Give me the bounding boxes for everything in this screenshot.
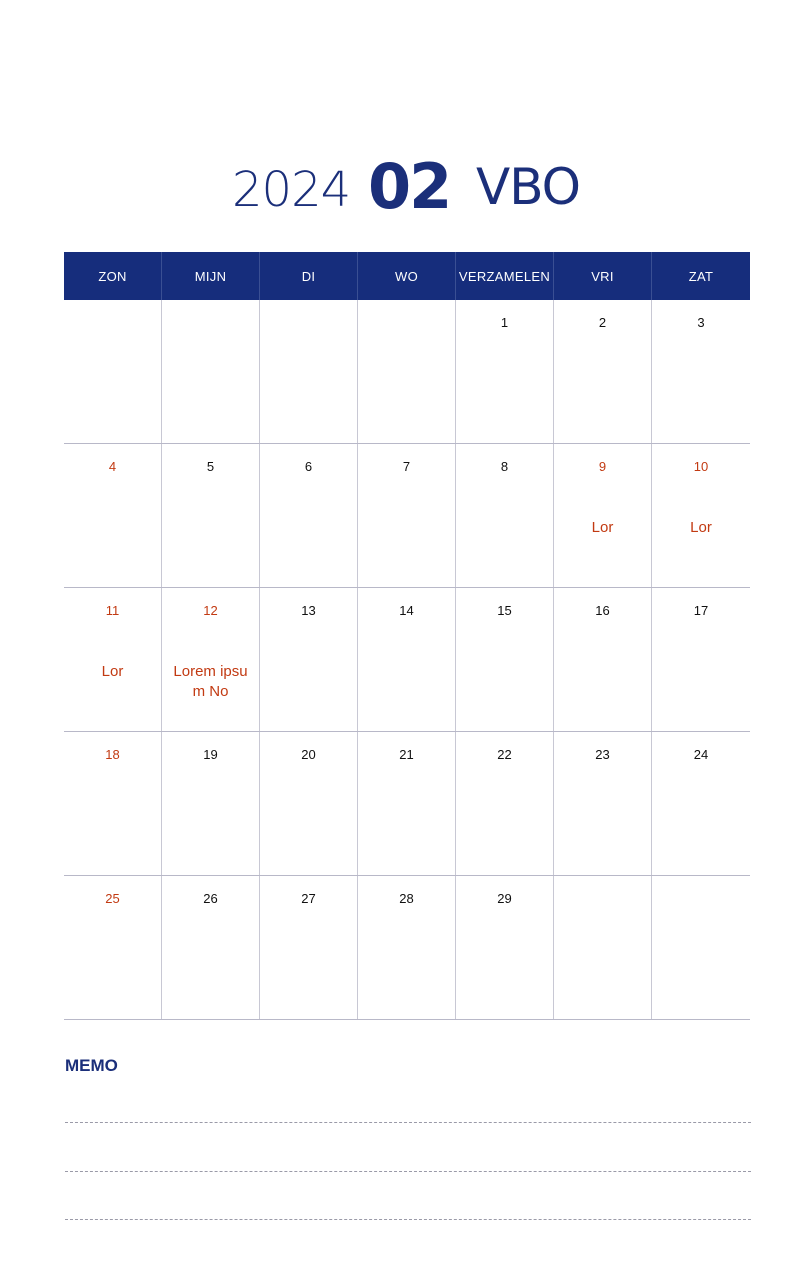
day-cell[interactable] <box>554 300 652 443</box>
day-number: 3 <box>697 315 705 330</box>
day-number: 27 <box>301 891 316 906</box>
calendar-title <box>0 150 811 230</box>
day-number: 5 <box>206 459 215 474</box>
day-cell[interactable] <box>456 876 554 1019</box>
day-number: 11 <box>105 603 120 618</box>
day-number: 25 <box>105 891 120 906</box>
day-cell[interactable] <box>358 588 456 731</box>
weekday-header-sun: ZON <box>64 252 162 300</box>
day-event: Lorem ipsum No <box>173 663 248 700</box>
day-event: Lor <box>591 519 614 536</box>
day-cell[interactable] <box>456 300 554 443</box>
day-cell <box>554 876 652 1019</box>
day-number: 9 <box>598 459 607 474</box>
day-number: 28 <box>399 891 414 906</box>
day-number: 14 <box>399 603 414 618</box>
day-number: 15 <box>497 603 512 618</box>
weekday-header-sat: ZAT <box>688 268 714 284</box>
day-cell[interactable] <box>456 732 554 875</box>
year-label: 2024 <box>232 162 351 218</box>
day-cell[interactable] <box>456 588 554 731</box>
day-number: 26 <box>203 891 218 906</box>
week-row <box>64 732 750 876</box>
day-cell[interactable] <box>260 444 358 587</box>
day-cell[interactable] <box>162 876 260 1019</box>
day-cell[interactable] <box>260 732 358 875</box>
day-number: 23 <box>595 747 610 762</box>
day-cell[interactable] <box>652 588 750 731</box>
weekday-header-row <box>64 252 750 300</box>
day-cell <box>358 300 456 443</box>
week-row <box>64 444 750 588</box>
day-cell[interactable] <box>554 588 652 731</box>
month-name: VBO <box>476 158 580 216</box>
weekday-header-tue: DI <box>260 252 358 300</box>
day-number: 29 <box>497 891 512 906</box>
day-cell[interactable] <box>64 444 162 587</box>
day-cell[interactable] <box>652 444 750 587</box>
day-cell[interactable] <box>64 876 162 1019</box>
day-number: 10 <box>693 459 709 474</box>
day-number: 20 <box>301 747 316 762</box>
day-event: Lor <box>690 519 712 536</box>
day-number: 12 <box>203 603 218 618</box>
week-row <box>64 588 750 732</box>
day-cell[interactable] <box>456 444 554 587</box>
weekday-header-thu: VERZAMELEN <box>456 252 554 300</box>
calendar-grid <box>64 252 750 1020</box>
day-event: Lor <box>101 663 124 680</box>
day-cell <box>652 876 750 1019</box>
day-cell[interactable] <box>358 444 456 587</box>
day-cell[interactable] <box>162 588 260 731</box>
day-number: 24 <box>693 747 709 762</box>
day-cell[interactable] <box>64 588 162 731</box>
week-row <box>64 300 750 444</box>
day-cell[interactable] <box>260 876 358 1019</box>
day-number: 2 <box>598 315 607 330</box>
day-cell[interactable] <box>652 300 750 443</box>
day-cell[interactable] <box>64 732 162 875</box>
memo-line[interactable] <box>65 1122 751 1123</box>
day-cell[interactable] <box>260 588 358 731</box>
day-number: 4 <box>108 459 117 474</box>
day-cell <box>162 300 260 443</box>
day-cell[interactable] <box>162 444 260 587</box>
day-number: 17 <box>693 603 709 618</box>
memo-title: MEMO <box>65 1056 118 1075</box>
week-row <box>64 876 750 1020</box>
day-number: 7 <box>402 459 411 474</box>
memo-line[interactable] <box>65 1171 751 1172</box>
day-number: 22 <box>497 747 512 762</box>
day-number: 8 <box>500 459 509 474</box>
day-number: 1 <box>500 315 509 330</box>
day-cell[interactable] <box>554 444 652 587</box>
day-cell <box>64 300 162 443</box>
day-cell[interactable] <box>554 732 652 875</box>
day-number: 21 <box>399 747 414 762</box>
weekday-header-mon: MIJN <box>162 252 260 300</box>
day-cell[interactable] <box>652 732 750 875</box>
day-number: 19 <box>203 747 218 762</box>
day-cell[interactable] <box>358 732 456 875</box>
day-number: 13 <box>301 603 316 618</box>
day-number: 16 <box>595 603 610 618</box>
day-cell[interactable] <box>162 732 260 875</box>
day-cell <box>260 300 358 443</box>
day-cell[interactable] <box>358 876 456 1019</box>
memo-line[interactable] <box>65 1219 751 1220</box>
day-number: 18 <box>105 747 120 762</box>
weekday-header-fri: VRI <box>554 252 652 300</box>
weeks-container <box>64 300 750 1020</box>
day-number: 6 <box>304 459 313 474</box>
month-number: 02 <box>368 150 451 223</box>
weekday-header-wed: WO <box>358 252 456 300</box>
